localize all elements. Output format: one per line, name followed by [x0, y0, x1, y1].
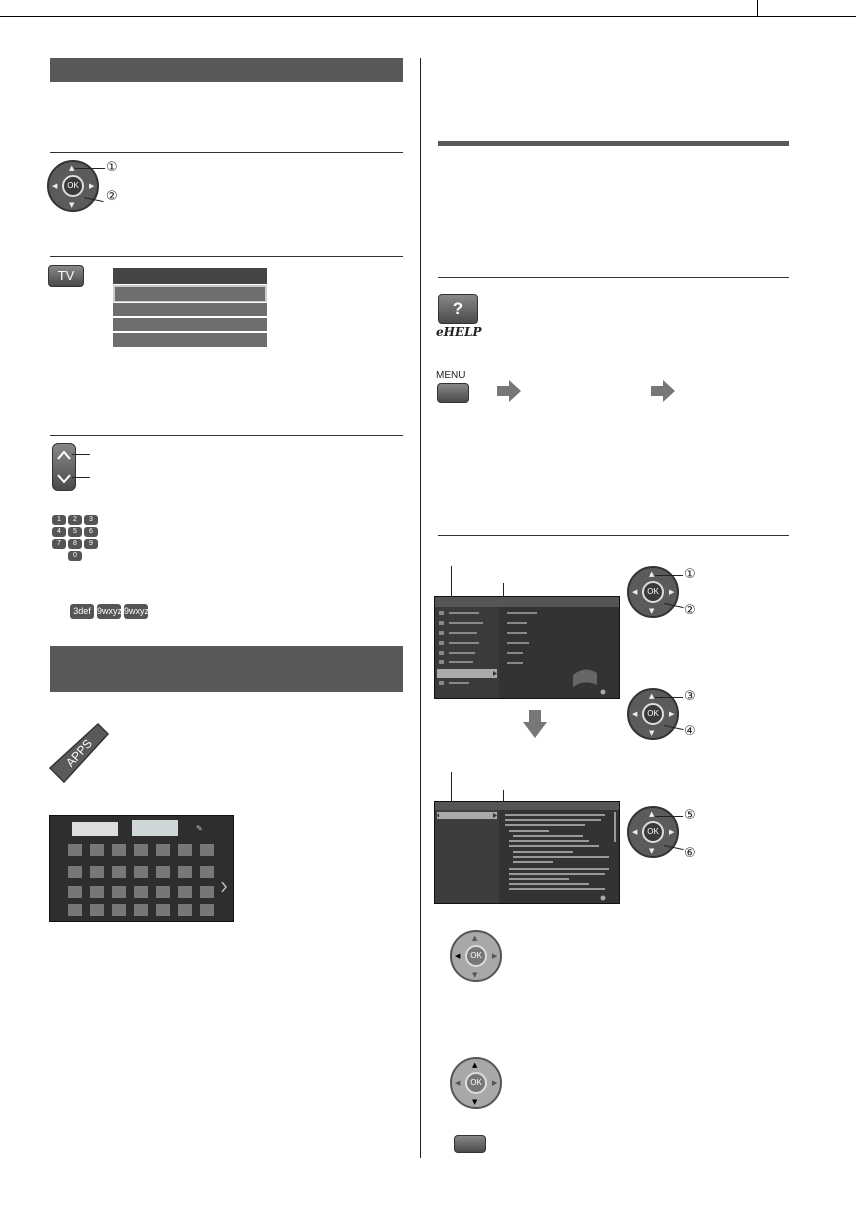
apps-screen-image [49, 815, 234, 922]
divider [438, 535, 789, 536]
callout-number: ② [684, 603, 696, 618]
number-key-icon: 9wxyz [97, 604, 121, 619]
down-arrow-icon: ▼ [69, 201, 75, 209]
callout-line [451, 566, 452, 598]
wrench-icon: ✎ [196, 824, 203, 833]
callout-number: ④ [684, 724, 696, 739]
ehelp-screen-image [434, 801, 620, 904]
ok-button-icon: OK [465, 1072, 487, 1094]
ok-button-icon: OK [465, 945, 487, 967]
menu-item [113, 317, 267, 331]
number-key-icon: 2 [68, 515, 82, 525]
app-icons-grid [50, 816, 233, 921]
section-header-rule [438, 141, 789, 146]
number-key-icon: 9wxyz [124, 604, 148, 619]
top-edge-line [0, 16, 856, 17]
menu-item [113, 332, 267, 347]
callout-line [72, 477, 90, 478]
ehelp-screen-image [434, 596, 620, 699]
number-key-icon: 6 [84, 527, 98, 537]
callout-line [655, 697, 683, 698]
callout-number: ⑥ [684, 846, 696, 861]
left-arrow-icon: ◀ [52, 182, 58, 190]
callout-line [75, 168, 105, 169]
section-header-bar [50, 58, 403, 82]
ok-button-icon: OK [62, 175, 84, 197]
number-key-icon: 5 [68, 527, 82, 537]
dpad-icon: ▲ ▼ ◀ ▶ OK [627, 806, 679, 858]
menu-item [113, 302, 267, 316]
number-key-icon: 8 [68, 539, 82, 549]
divider [50, 256, 403, 257]
ok-button-icon: OK [642, 703, 664, 725]
callout-line [451, 772, 452, 802]
column-divider [420, 58, 421, 1158]
apps-button-icon: APPS [48, 722, 110, 784]
tv-button-icon: TV [48, 265, 84, 287]
callout-number: ② [106, 189, 118, 204]
section-header-bar [50, 646, 403, 692]
top-edge-tick [757, 0, 758, 16]
number-key-icon: 7 [52, 539, 66, 549]
arrow-right-icon [497, 380, 523, 402]
callout-line [655, 575, 683, 576]
menu-button-icon [437, 383, 469, 403]
callout-number: ① [106, 160, 118, 175]
dpad-up-down-icon: ▲ ▼ ◀ ▶ OK [450, 1057, 502, 1109]
menu-item-selected [113, 285, 267, 303]
ehelp-label: eHELP [436, 325, 482, 339]
menu-label: MENU [436, 370, 466, 381]
divider [50, 152, 403, 153]
arrow-down-icon [523, 710, 547, 738]
ok-button-icon: OK [642, 581, 664, 603]
menu-header [113, 268, 267, 284]
arrow-right-icon [651, 380, 677, 402]
callout-line [72, 454, 90, 455]
channel-button-icon [52, 443, 76, 491]
callout-number: ⑤ [684, 808, 696, 823]
ok-button-icon: OK [642, 821, 664, 843]
exit-button-icon [454, 1135, 486, 1153]
right-arrow-icon: ▶ [89, 182, 95, 190]
callout-number: ③ [684, 689, 696, 704]
number-key-icon: 1 [52, 515, 66, 525]
number-key-icon: 4 [52, 527, 66, 537]
divider [438, 277, 789, 278]
number-key-icon: 0 [68, 551, 82, 561]
ehelp-button-icon: ? [438, 294, 478, 324]
callout-number: ① [684, 567, 696, 582]
dpad-left-icon: ▲ ▼ ◀ ▶ OK [450, 930, 502, 982]
number-key-icon: 3def [70, 604, 94, 619]
callout-line [655, 816, 683, 817]
number-key-icon: 3 [84, 515, 98, 525]
number-key-icon: 9 [84, 539, 98, 549]
divider [50, 435, 403, 436]
chevron-up-icon [53, 444, 75, 490]
up-arrow-icon: ▲ [69, 164, 75, 172]
dpad-icon: ▲ ▼ ◀ ▶ OK [627, 566, 679, 618]
dpad-icon: ▲ ▼ ◀ ▶ OK [627, 688, 679, 740]
